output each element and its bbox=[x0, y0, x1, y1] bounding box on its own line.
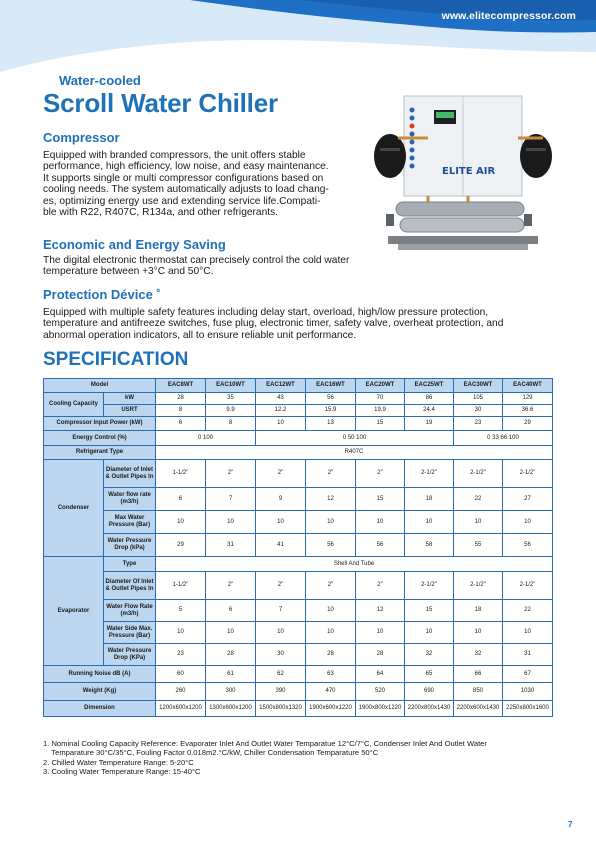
footnote: Temparature 30°C/35°C, Fouling Factor 0.018m2.°C/kW, Chiller Condensation Temparature 50°C bbox=[43, 748, 379, 758]
table-cell: 690 bbox=[405, 683, 454, 701]
website-url[interactable]: www.elitecompressor.com bbox=[441, 10, 576, 22]
table-row bbox=[44, 460, 553, 488]
text-line: temperature and antifreeze switches, fuse plug, electronic timer, safety valve, overheat protection, and bbox=[43, 318, 504, 330]
table-cell: 10 bbox=[156, 511, 206, 534]
table-row bbox=[44, 534, 553, 557]
table-cell: 2-1/2" bbox=[503, 460, 553, 488]
table-cell: 30 bbox=[454, 405, 503, 417]
table-cell: 1200x600x1200 bbox=[156, 701, 206, 717]
table-cell: 260 bbox=[156, 683, 206, 701]
economic-heading: Economic and Energy Saving bbox=[43, 237, 226, 252]
table-cell: 27 bbox=[503, 488, 553, 511]
table-cell: 9.9 bbox=[206, 405, 256, 417]
table-row bbox=[44, 431, 553, 446]
table-cell: 43 bbox=[256, 393, 306, 405]
table-cell: 10 bbox=[206, 511, 256, 534]
model-label: Model bbox=[44, 379, 156, 393]
table-cell: 56 bbox=[356, 534, 405, 557]
unit-label: USRT bbox=[104, 405, 156, 417]
text-line: performance, high efficiency, low noise, and easy maintenance. bbox=[43, 161, 329, 173]
text-line: cooling needs. The system automatically adjusts to load chang- bbox=[43, 184, 329, 196]
table-cell: 19 bbox=[405, 417, 454, 431]
table-cell: 28 bbox=[156, 393, 206, 405]
table-cell: 129 bbox=[503, 393, 553, 405]
table-row bbox=[44, 379, 553, 393]
table-cell: 850 bbox=[454, 683, 503, 701]
table-row bbox=[44, 393, 553, 405]
protection-heading: Protection Dévice ˚ bbox=[43, 287, 161, 302]
table-cell: 1-1/2" bbox=[156, 460, 206, 488]
table-cell: 70 bbox=[356, 393, 405, 405]
table-cell: 86 bbox=[405, 393, 454, 405]
table-cell: 12 bbox=[306, 488, 356, 511]
unit-label: kW bbox=[104, 393, 156, 405]
table-cell: 29 bbox=[156, 534, 206, 557]
noise-label: Running Noise dB (A) bbox=[44, 666, 156, 683]
table-cell: 1030 bbox=[503, 683, 553, 701]
table-cell: 1900x600x1220 bbox=[306, 701, 356, 717]
table-cell: 10 bbox=[405, 511, 454, 534]
table-cell: 28 bbox=[306, 644, 356, 666]
table-cell: 56 bbox=[306, 534, 356, 557]
table-row bbox=[44, 600, 553, 622]
text-line: The digital electronic thermostat can precisely control the cold water bbox=[43, 255, 350, 266]
table-cell: 0 100 bbox=[156, 431, 256, 446]
compressor-heading: Compressor bbox=[43, 130, 120, 145]
evaporator-label: Evaporator bbox=[44, 557, 104, 666]
model-cell: EAC30WT bbox=[454, 379, 503, 393]
table-row bbox=[44, 644, 553, 666]
table-cell: 6 bbox=[156, 488, 206, 511]
table-cell: 10 bbox=[356, 622, 405, 644]
weight-label: Weight (Kg) bbox=[44, 683, 156, 701]
table-cell: 31 bbox=[503, 644, 553, 666]
table-cell: Shell And Tube bbox=[156, 557, 553, 572]
table-cell: 10 bbox=[156, 622, 206, 644]
table-cell: 24.4 bbox=[405, 405, 454, 417]
table-row bbox=[44, 666, 553, 683]
table-cell: 29 bbox=[503, 417, 553, 431]
condenser-label: Condenser bbox=[44, 460, 104, 557]
protection-text bbox=[43, 307, 503, 341]
table-cell: 15 bbox=[356, 488, 405, 511]
text-line: ble with R22, R407C, R134a, and other refrigerants. bbox=[43, 207, 279, 219]
table-cell: 10 bbox=[256, 622, 306, 644]
table-row bbox=[44, 488, 553, 511]
table-cell: 13 bbox=[306, 417, 356, 431]
page-title: Scroll Water Chiller bbox=[43, 88, 278, 118]
cooling-capacity-label: Cooling Capacity bbox=[44, 393, 104, 417]
table-cell: 470 bbox=[306, 683, 356, 701]
table-cell: 10 bbox=[306, 511, 356, 534]
table-cell: 2200x800x1430 bbox=[405, 701, 454, 717]
table-cell: 2" bbox=[256, 572, 306, 600]
table-cell: 23 bbox=[454, 417, 503, 431]
model-cell: EAC40WT bbox=[503, 379, 553, 393]
table-cell: 65 bbox=[405, 666, 454, 683]
table-row bbox=[44, 511, 553, 534]
input-power-label: Compressor Input Power (kW) bbox=[44, 417, 156, 431]
dimension-label: Dimension bbox=[44, 701, 156, 717]
table-cell: 32 bbox=[454, 644, 503, 666]
table-cell: 2" bbox=[356, 572, 405, 600]
footnotes bbox=[43, 739, 487, 777]
table-cell: 105 bbox=[454, 393, 503, 405]
table-row bbox=[44, 446, 553, 460]
row-label: Water Side Max. Pressure (Bar) bbox=[104, 622, 156, 644]
model-cell: EAC12WT bbox=[256, 379, 306, 393]
table-cell: 2-1/2" bbox=[503, 572, 553, 600]
table-cell: 390 bbox=[256, 683, 306, 701]
row-label: Type bbox=[104, 557, 156, 572]
table-cell: 300 bbox=[206, 683, 256, 701]
table-cell: 520 bbox=[356, 683, 405, 701]
model-cell: EAC8WT bbox=[156, 379, 206, 393]
table-row bbox=[44, 417, 553, 431]
table-cell: 2-1/2" bbox=[405, 460, 454, 488]
table-cell: 7 bbox=[206, 488, 256, 511]
table-cell: 32 bbox=[405, 644, 454, 666]
model-cell: EAC16WT bbox=[306, 379, 356, 393]
model-cell: EAC20WT bbox=[356, 379, 405, 393]
table-cell: 15 bbox=[405, 600, 454, 622]
table-cell: 15 bbox=[356, 417, 405, 431]
footnote: 3. Cooling Water Temperature Range: 15-40°C bbox=[43, 767, 201, 777]
table-cell: 31 bbox=[206, 534, 256, 557]
model-cell: EAC25WT bbox=[405, 379, 454, 393]
table-cell: 10 bbox=[206, 622, 256, 644]
table-cell: 2-1/2" bbox=[454, 572, 503, 600]
refrigerant-label: Refrigerant Type bbox=[44, 446, 156, 460]
table-row bbox=[44, 572, 553, 600]
table-cell: 10 bbox=[405, 622, 454, 644]
table-cell: 2" bbox=[206, 572, 256, 600]
table-cell: 61 bbox=[206, 666, 256, 683]
table-cell: 6 bbox=[156, 417, 206, 431]
text-line: It supports single or multi compressor configurations based on bbox=[43, 172, 324, 184]
text-line: es, optimizing energy use and extending service life.Compati- bbox=[43, 195, 321, 207]
text-line: abnormal operation indicators, all to ensure reliable unit performance. bbox=[43, 329, 357, 341]
table-cell: 22 bbox=[503, 600, 553, 622]
table-cell: 2-1/2" bbox=[454, 460, 503, 488]
table-cell: 36.6 bbox=[503, 405, 553, 417]
table-cell: 0 50 100 bbox=[256, 431, 454, 446]
model-cell: EAC10WT bbox=[206, 379, 256, 393]
table-cell: 35 bbox=[206, 393, 256, 405]
table-cell: 10 bbox=[256, 511, 306, 534]
table-cell: 5 bbox=[156, 600, 206, 622]
table-cell: 2" bbox=[256, 460, 306, 488]
table-cell: 28 bbox=[356, 644, 405, 666]
row-label: Water Pressure Drop (KPa) bbox=[104, 644, 156, 666]
table-cell: 30 bbox=[256, 644, 306, 666]
table-cell: 1500x800x1320 bbox=[256, 701, 306, 717]
table-row bbox=[44, 405, 553, 417]
table-cell: 2250x800x1600 bbox=[503, 701, 553, 717]
table-cell: 10 bbox=[306, 600, 356, 622]
specification-title: SPECIFICATION bbox=[43, 349, 189, 370]
page-number: 7 bbox=[568, 820, 573, 829]
table-cell: 0 33 66 100 bbox=[454, 431, 553, 446]
table-cell: 56 bbox=[503, 534, 553, 557]
table-cell: 2" bbox=[206, 460, 256, 488]
row-label: Diameter Of Inlet & Outlet Pipes In bbox=[104, 572, 156, 600]
table-cell: 10 bbox=[503, 511, 553, 534]
table-cell: 15.9 bbox=[306, 405, 356, 417]
text-line: temperature between +3°C and 50°C. bbox=[43, 266, 214, 278]
table-cell: 18 bbox=[454, 600, 503, 622]
table-cell: 2200x600x1430 bbox=[454, 701, 503, 717]
table-cell: 8 bbox=[206, 417, 256, 431]
table-cell: 1300x600x1200 bbox=[206, 701, 256, 717]
compressor-text bbox=[43, 150, 329, 218]
table-cell: 28 bbox=[206, 644, 256, 666]
table-cell: 23 bbox=[156, 644, 206, 666]
table-cell: 58 bbox=[405, 534, 454, 557]
table-cell: 60 bbox=[156, 666, 206, 683]
table-cell: 10 bbox=[454, 622, 503, 644]
table-cell: 1-1/2" bbox=[156, 572, 206, 600]
chiller-product-image bbox=[368, 88, 558, 260]
brand-text: ELITE AIR bbox=[442, 166, 496, 177]
table-cell: 9 bbox=[256, 488, 306, 511]
table-cell: 56 bbox=[306, 393, 356, 405]
table-cell: 62 bbox=[256, 666, 306, 683]
table-cell: 2" bbox=[306, 572, 356, 600]
table-cell: 10 bbox=[356, 511, 405, 534]
table-cell: 12.2 bbox=[256, 405, 306, 417]
energy-control-label: Energy Control (%) bbox=[44, 431, 156, 446]
table-cell: 63 bbox=[306, 666, 356, 683]
table-cell: 10 bbox=[454, 511, 503, 534]
table-cell: 12 bbox=[356, 600, 405, 622]
table-row bbox=[44, 622, 553, 644]
table-row bbox=[44, 557, 553, 572]
row-label: Water Pressure Drop (kPa) bbox=[104, 534, 156, 557]
table-cell: 22 bbox=[454, 488, 503, 511]
table-cell: 18 bbox=[405, 488, 454, 511]
text-line: Equipped with multiple safety features including delay start, overload, high/low pressure protection, bbox=[43, 307, 489, 318]
table-cell: 41 bbox=[256, 534, 306, 557]
row-label: Max Water Pressure (Bar) bbox=[104, 511, 156, 534]
table-cell: 64 bbox=[356, 666, 405, 683]
table-cell: R407C bbox=[156, 446, 553, 460]
footnote: 2. Chilled Water Temperature Range: 5-20°C bbox=[43, 757, 194, 767]
table-cell: 7 bbox=[256, 600, 306, 622]
economic-text bbox=[43, 255, 349, 278]
table-cell: 10 bbox=[306, 622, 356, 644]
table-cell: 19.9 bbox=[356, 405, 405, 417]
table-row bbox=[44, 701, 553, 717]
table-cell: 2" bbox=[306, 460, 356, 488]
row-label: Water Flow Rate (m3/h) bbox=[104, 600, 156, 622]
table-row bbox=[44, 683, 553, 701]
table-cell: 6 bbox=[206, 600, 256, 622]
table-cell: 8 bbox=[156, 405, 206, 417]
table-cell: 2" bbox=[356, 460, 405, 488]
table-cell: 1900x800x1220 bbox=[356, 701, 405, 717]
text-line: Equipped with branded compressors, the unit offers stable bbox=[43, 150, 306, 161]
row-label: Water flow rate (m3/h) bbox=[104, 488, 156, 511]
table-cell: 10 bbox=[256, 417, 306, 431]
table-cell: 10 bbox=[503, 622, 553, 644]
table-cell: 67 bbox=[503, 666, 553, 683]
table-cell: 2-1/2" bbox=[405, 572, 454, 600]
table-cell: 55 bbox=[454, 534, 503, 557]
row-label: Diameter of Inlet & Outlet Pipes In bbox=[104, 460, 156, 488]
page-subtitle: Water-cooled bbox=[59, 73, 141, 88]
footnote: 1. Nominal Cooling Capacity Reference: Evaporater Inlet And Outlet Water Temparatue 12°C/7°C, Condenser Inlet And Outlet Water bbox=[43, 739, 487, 748]
specification-table bbox=[43, 378, 553, 717]
table-cell: 66 bbox=[454, 666, 503, 683]
